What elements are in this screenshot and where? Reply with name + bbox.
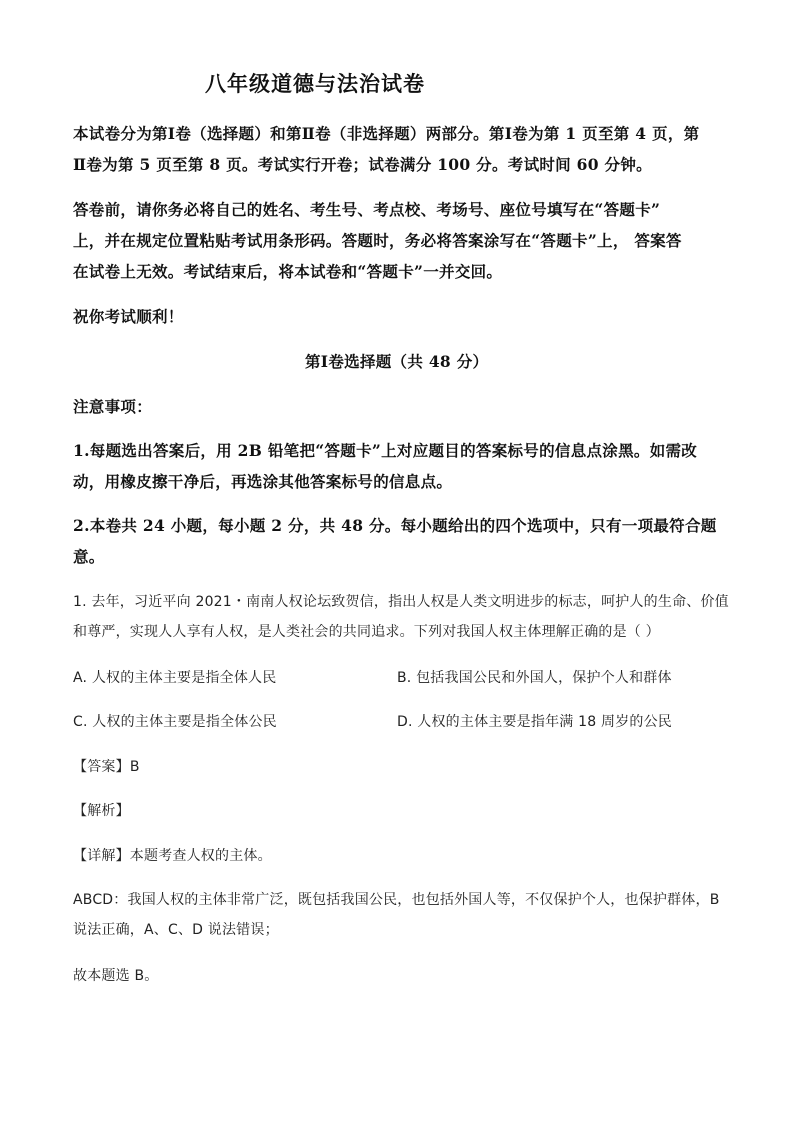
explanation-line-2: 说法正确，A、C、D 说法错误； bbox=[73, 922, 279, 938]
section-title: 第Ⅰ卷选择题（共 48 分） bbox=[305, 352, 489, 371]
answer-value: B bbox=[129, 759, 140, 775]
conclusion-line: 故本题选 B。 bbox=[73, 968, 159, 984]
option-b: B. 包括我国公民和外国人，保护个人和群体 bbox=[397, 670, 672, 686]
detail-line: 【详解】本题考查人权的主体。 bbox=[73, 848, 272, 864]
analysis-label: 【解析】 bbox=[73, 803, 130, 819]
note-1-line-2: 动，用橡皮擦干净后，再选涂其他答案标号的信息点。 bbox=[73, 472, 453, 491]
good-luck-text: 祝你考试顺利！ bbox=[73, 307, 184, 326]
notes-heading: 注意事项： bbox=[73, 397, 153, 416]
explanation-line-1: ABCD：我国人权的主体非常广泛，既包括我国公民，也包括外国人等，不仅保护个人，也保护群体，B bbox=[73, 892, 720, 908]
note-2-line-2: 意。 bbox=[73, 547, 105, 566]
instructions-line-3: 在试卷上无效。考试结束后，将本试卷和“答题卡”一并交回。 bbox=[73, 262, 503, 281]
page-title: 八年级道德与法治试卷 bbox=[205, 71, 425, 96]
option-d: D. 人权的主体主要是指年满 18 周岁的公民 bbox=[397, 714, 672, 730]
question-1-line-1: 1. 去年，习近平向 2021・南南人权论坛致贺信，指出人权是人类文明进步的标志，呵护人的生命、价值 bbox=[73, 594, 729, 610]
option-c: C. 人权的主体主要是指全体公民 bbox=[73, 714, 277, 730]
answer-line bbox=[73, 756, 140, 776]
instructions-line-1: 答卷前，请你务必将自己的姓名、考生号、考点校、考场号、座位号填写在“答题卡” bbox=[73, 200, 661, 219]
note-1-line-1: 1.每题选出答案后，用 2B 铅笔把“答题卡”上对应题目的答案标号的信息点涂黑。如需改 bbox=[73, 441, 698, 460]
intro-line-2: Ⅱ卷为第 5 页至第 8 页。考试实行开卷；试卷满分 100 分。考试时间 60 分钟。 bbox=[73, 155, 652, 174]
intro-line-1: 本试卷分为第Ⅰ卷（选择题）和第Ⅱ卷（非选择题）两部分。第Ⅰ卷为第 1 页至第 4 页，第 bbox=[73, 124, 700, 143]
option-a: A. 人权的主体主要是指全体人民 bbox=[73, 670, 277, 686]
answer-label: 【答案】 bbox=[73, 759, 130, 775]
instructions-line-2: 上，并在规定位置粘贴考试用条形码。答题时，务必将答案涂写在“答题卡”上， 答案答 bbox=[73, 231, 682, 250]
note-2-line-1: 2.本卷共 24 小题，每小题 2 分，共 48 分。每小题给出的四个选项中，只有一项最符合题 bbox=[73, 516, 717, 535]
question-1-line-2: 和尊严，实现人人享有人权，是人类社会的共同追求。下列对我国人权主体理解正确的是（ ） bbox=[73, 624, 660, 640]
